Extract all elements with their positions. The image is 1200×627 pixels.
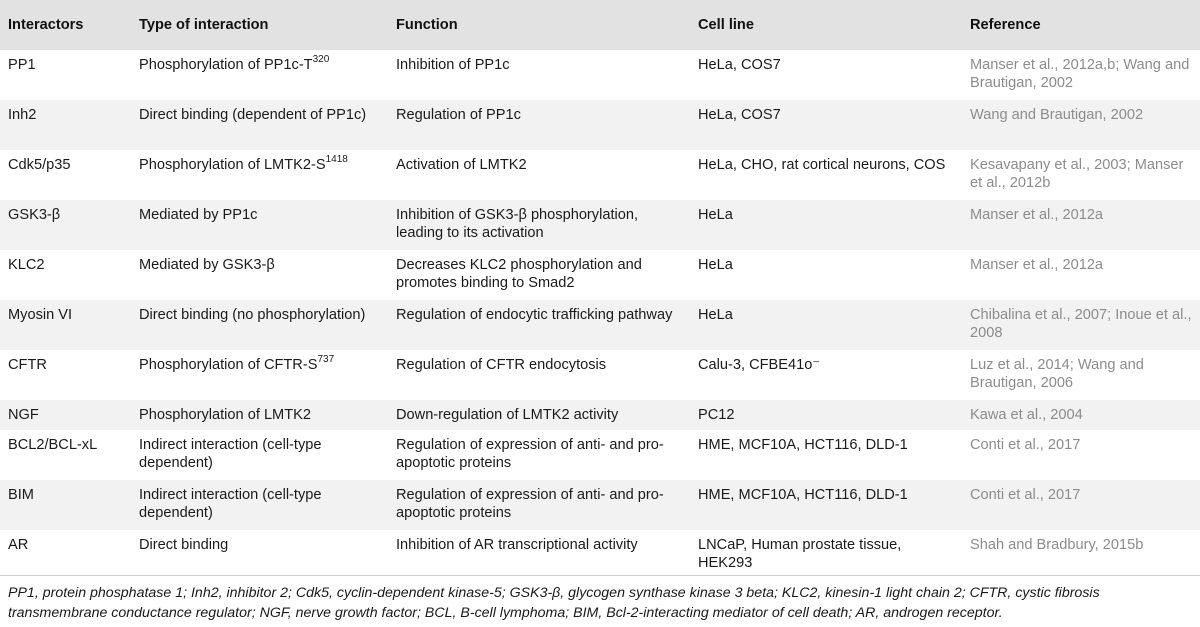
table-footnote: PP1, protein phosphatase 1; Inh2, inhibitor 2; Cdk5, cyclin-dependent kinase-5; GSK3-β, glycogen synthase kinase 3 beta; KLC2, kinesin-1 light chain 2; CFTR, cystic fibrosis transmembrane conductance regulator; NGF, nerve growth factor; BCL, B-cell lymphoma; BIM, Bcl-2-interacting mediator of cell death; AR, androgen receptor. — [8, 585, 1100, 621]
table-row — [0, 300, 1200, 350]
cell-cell-line: HeLa — [698, 307, 733, 323]
cell-interactor: AR — [8, 537, 29, 553]
cell-cell-line: HME, MCF10A, HCT116, DLD-1 — [698, 437, 908, 453]
cell-type — [131, 250, 388, 300]
header-type-of-interaction: Type of interaction — [139, 17, 269, 33]
cell-cell-line: PC12 — [698, 407, 735, 423]
cell-type — [131, 300, 388, 350]
table-row — [0, 430, 1200, 480]
cell-type — [131, 100, 388, 150]
table-row — [0, 350, 1200, 400]
cell-cell-line: HeLa — [698, 207, 733, 223]
type-superscript: 737 — [317, 354, 335, 366]
type-superscript: 1418 — [325, 154, 348, 166]
cell-function: Regulation of CFTR endocytosis — [396, 357, 607, 373]
cell-function: Inhibition of GSK3-β phosphorylation, leading to its activation — [396, 207, 639, 241]
cell-type — [131, 400, 388, 430]
cell-cell-line: Calu-3, CFBE41o⁻ — [698, 357, 821, 373]
cell-interactor: CFTR — [8, 357, 47, 373]
cell-cell-line: HME, MCF10A, HCT116, DLD-1 — [698, 487, 908, 503]
cell-type — [131, 200, 388, 250]
header-interactors: Interactors — [8, 17, 84, 33]
type-text: Phosphorylation of CFTR-S — [139, 357, 318, 373]
cell-reference: Chibalina et al., 2007; Inoue et al., 2008 — [970, 307, 1192, 341]
cell-type — [131, 430, 388, 480]
table-row — [0, 100, 1200, 150]
cell-reference: Manser et al., 2012a — [970, 207, 1104, 223]
table-row — [0, 250, 1200, 300]
cell-function: Regulation of expression of anti- and pro-apoptotic proteins — [396, 437, 664, 471]
cell-reference: Conti et al., 2017 — [970, 437, 1081, 453]
footnote-divider — [0, 575, 1200, 576]
cell-function: Regulation of PP1c — [396, 107, 521, 123]
cell-reference: Luz et al., 2014; Wang and Brautigan, 2006 — [970, 357, 1144, 391]
cell-interactor: GSK3-β — [8, 207, 61, 223]
type-text: Phosphorylation of PP1c-T — [139, 57, 313, 73]
type-text: Mediated by GSK3-β — [139, 257, 275, 273]
type-text: Phosphorylation of LMTK2 — [139, 407, 311, 423]
table-row — [0, 50, 1200, 100]
cell-type — [131, 480, 388, 530]
type-text: Direct binding (dependent of PP1c) — [139, 107, 367, 123]
cell-type — [131, 50, 388, 100]
cell-interactor: BCL2/BCL-xL — [8, 437, 98, 453]
header-function: Function — [396, 17, 458, 33]
header-cell-line: Cell line — [698, 17, 754, 33]
cell-reference: Kesavapany et al., 2003; Manser et al., 2012b — [970, 157, 1184, 191]
cell-function: Decreases KLC2 phosphorylation and promotes binding to Smad2 — [396, 257, 642, 291]
cell-cell-line: HeLa, COS7 — [698, 107, 781, 123]
table-row — [0, 200, 1200, 250]
cell-reference: Shah and Bradbury, 2015b — [970, 537, 1144, 553]
cell-reference: Conti et al., 2017 — [970, 487, 1081, 503]
cell-interactor: Inh2 — [8, 107, 37, 123]
cell-interactor: NGF — [8, 407, 39, 423]
cell-reference: Manser et al., 2012a — [970, 257, 1104, 273]
type-text: Phosphorylation of LMTK2-S — [139, 157, 326, 173]
cell-cell-line: HeLa — [698, 257, 733, 273]
cell-cell-line: LNCaP, Human prostate tissue, HEK293 — [698, 537, 902, 571]
cell-function: Regulation of endocytic trafficking pathway — [396, 307, 673, 323]
table-header-row — [0, 0, 1200, 50]
cell-interactor: Myosin VI — [8, 307, 73, 323]
type-text: Direct binding (no phosphorylation) — [139, 307, 366, 323]
cell-type — [131, 150, 388, 200]
table-body — [0, 50, 1200, 580]
cell-cell-line: HeLa, COS7 — [698, 57, 781, 73]
cell-function: Down-regulation of LMTK2 activity — [396, 407, 619, 423]
cell-function: Inhibition of PP1c — [396, 57, 510, 73]
type-text: Indirect interaction (cell-type dependent) — [139, 437, 322, 471]
type-text: Mediated by PP1c — [139, 207, 258, 223]
type-text: Direct binding — [139, 537, 229, 553]
header-reference: Reference — [970, 17, 1041, 33]
cell-type — [131, 530, 388, 580]
cell-reference: Wang and Brautigan, 2002 — [970, 107, 1144, 123]
cell-reference: Manser et al., 2012a,b; Wang and Brautigan, 2002 — [970, 57, 1190, 91]
type-superscript: 320 — [312, 54, 330, 66]
cell-function: Regulation of expression of anti- and pro-apoptotic proteins — [396, 487, 664, 521]
table-row — [0, 480, 1200, 530]
table-row — [0, 400, 1200, 430]
cell-function: Activation of LMTK2 — [396, 157, 527, 173]
cell-function: Inhibition of AR transcriptional activity — [396, 537, 638, 553]
table-row — [0, 530, 1200, 580]
type-text: Indirect interaction (cell-type dependent) — [139, 487, 322, 521]
cell-cell-line: HeLa, CHO, rat cortical neurons, COS — [698, 157, 946, 173]
cell-interactor: PP1 — [8, 57, 36, 73]
table-row — [0, 150, 1200, 200]
cell-reference: Kawa et al., 2004 — [970, 407, 1083, 423]
cell-type — [131, 350, 388, 400]
cell-interactor: Cdk5/p35 — [8, 157, 71, 173]
cell-interactor: KLC2 — [8, 257, 45, 273]
cell-interactor: BIM — [8, 487, 34, 503]
